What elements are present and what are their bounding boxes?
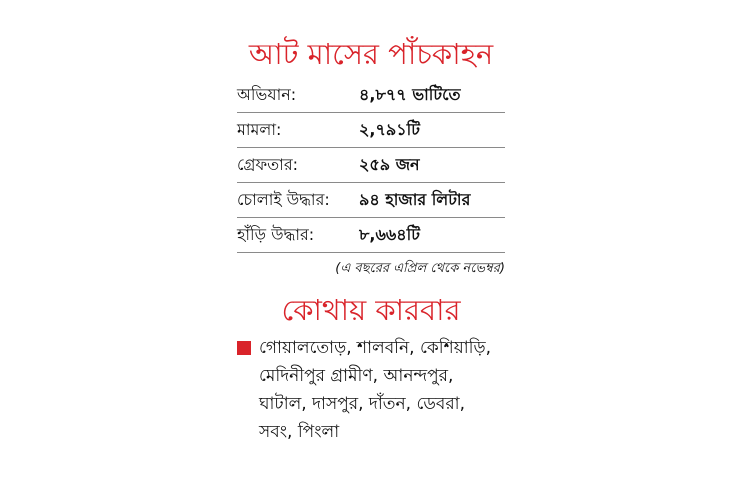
row-value: ৯৪ হাজার লিটার xyxy=(359,183,505,218)
row-label: মামলা: xyxy=(237,113,359,148)
infographic-panel xyxy=(237,36,505,446)
date-range-note: (এ বছরের এপ্রিল থেকে নভেম্বর) xyxy=(335,261,505,276)
row-value: ২৫৯ জন xyxy=(359,148,505,183)
square-bullet-icon xyxy=(237,341,251,355)
table-row xyxy=(237,113,505,148)
stats-table xyxy=(237,78,505,253)
row-label: অভিযান: xyxy=(237,78,359,113)
table-row xyxy=(237,218,505,253)
locations-title: কোথায় কারবার xyxy=(281,293,461,327)
row-value: ২,৭৯১টি xyxy=(359,113,505,148)
row-label: গ্রেফতার: xyxy=(237,148,359,183)
locations-list xyxy=(237,334,505,446)
locations-text: গোয়ালতোড়, শালবনি, কেশিয়াড়ি, মেদিনীপুর গ্রামীণ, আনন্দপুর, ঘাটাল, দাসপুর, দাঁতন, ডেবরা, সবং, পিংলা xyxy=(259,338,492,442)
row-label: হাঁড়ি উদ্ধার: xyxy=(237,218,359,253)
table-row xyxy=(237,183,505,218)
row-label: চোলাই উদ্ধার: xyxy=(237,183,359,218)
table-row xyxy=(237,78,505,113)
row-value: ৪,৮৭৭ ভাটিতে xyxy=(359,78,505,113)
stats-title: আট মাসের পাঁচকাহন xyxy=(248,37,494,71)
table-row xyxy=(237,148,505,183)
row-value: ৮,৬৬৪টি xyxy=(359,218,505,253)
